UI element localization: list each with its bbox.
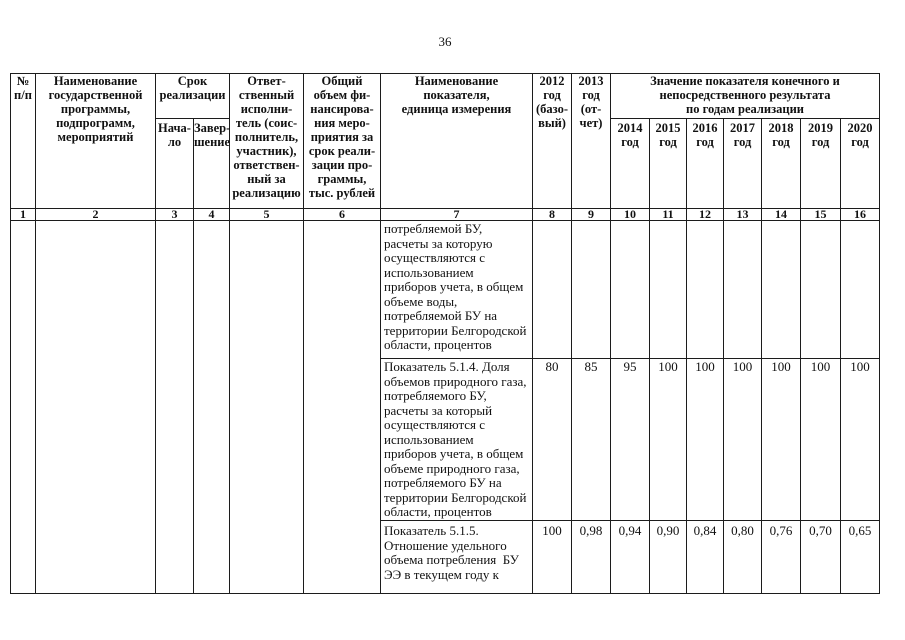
value-cell: 0,84 <box>687 521 724 594</box>
column-number-cell: 15 <box>801 209 841 221</box>
value-cell: 0,80 <box>724 521 762 594</box>
column-number-cell: 6 <box>304 209 381 221</box>
value-cell: 80 <box>533 359 572 521</box>
value-cell <box>533 221 572 359</box>
header-executor-cell: Ответ- ственный исполни- тель (соис- полнитель, участник), ответствен- ный за реализацию <box>230 74 304 209</box>
column-number-cell: 5 <box>230 209 304 221</box>
value-cell <box>801 221 841 359</box>
indicator-cell: потребляемой БУ, расчеты за которую осуществляются с использованием приборов учета, в общем объеме воды, потребляемой БУ на территории Белгородской области, процентов <box>381 221 533 359</box>
value-cell: 95 <box>611 359 650 521</box>
column-number-cell: 2 <box>36 209 156 221</box>
header-year-cell: 2020 год <box>841 119 880 209</box>
column-number-cell: 8 <box>533 209 572 221</box>
body-term-end-cell <box>194 221 230 594</box>
body-num-cell <box>11 221 36 594</box>
value-cell: 100 <box>650 359 687 521</box>
value-cell <box>611 221 650 359</box>
header-indicator-cell: Наименование показателя, единица измерения <box>381 74 533 209</box>
value-cell <box>572 221 611 359</box>
header-report-year-cell: 2013 год (от- чет) <box>572 74 611 209</box>
body-funding-cell <box>304 221 381 594</box>
header-year-cell: 2019 год <box>801 119 841 209</box>
value-cell: 100 <box>724 359 762 521</box>
column-number-cell: 11 <box>650 209 687 221</box>
value-cell: 100 <box>762 359 801 521</box>
value-cell: 0,76 <box>762 521 801 594</box>
header-term-cell: Срок реализации <box>156 74 230 119</box>
value-cell: 0,70 <box>801 521 841 594</box>
header-name-cell: Наименование государственной программы, подпрограмм, мероприятий <box>36 74 156 209</box>
column-number-cell: 13 <box>724 209 762 221</box>
value-cell: 100 <box>841 359 880 521</box>
value-cell: 0,65 <box>841 521 880 594</box>
column-number-cell: 1 <box>11 209 36 221</box>
column-number-cell: 10 <box>611 209 650 221</box>
value-cell <box>762 221 801 359</box>
column-number-cell: 14 <box>762 209 801 221</box>
indicator-cell: Показатель 5.1.4. Доля объемов природного газа, потребляемого БУ, расчеты за который осуществляются с использованием приборов учета, в общем объеме природного газа, потребляемого БУ на территории Белгородской области, процентов <box>381 359 533 521</box>
indicator-row <box>11 221 880 359</box>
header-base-year-cell: 2012 год (базо- вый) <box>533 74 572 209</box>
column-number-cell: 12 <box>687 209 724 221</box>
value-cell: 0,94 <box>611 521 650 594</box>
value-cell <box>724 221 762 359</box>
column-number-cell: 9 <box>572 209 611 221</box>
value-cell <box>841 221 880 359</box>
body-name-cell <box>36 221 156 594</box>
header-year-cell: 2014 год <box>611 119 650 209</box>
value-cell <box>687 221 724 359</box>
header-num-cell: № п/п <box>11 74 36 209</box>
body-executor-cell <box>230 221 304 594</box>
value-cell: 85 <box>572 359 611 521</box>
column-number-cell: 16 <box>841 209 880 221</box>
header-year-cell: 2016 год <box>687 119 724 209</box>
value-cell: 100 <box>533 521 572 594</box>
column-number-cell: 7 <box>381 209 533 221</box>
header-year-cell: 2017 год <box>724 119 762 209</box>
column-numbers-row <box>11 209 880 221</box>
page-number: 36 <box>438 34 452 49</box>
value-cell: 100 <box>801 359 841 521</box>
indicator-cell: Показатель 5.1.5. Отношение удельного объема потребления БУ ЭЭ в текущем году к <box>381 521 533 594</box>
header-results-group-cell: Значение показателя конечного и непосредственного результата по годам реализации <box>611 74 880 119</box>
body-term-start-cell <box>156 221 194 594</box>
value-cell <box>650 221 687 359</box>
value-cell: 100 <box>687 359 724 521</box>
indicators-table <box>10 73 880 594</box>
header-term-start-cell: Нача- ло <box>156 119 194 209</box>
header-year-cell: 2015 год <box>650 119 687 209</box>
column-number-cell: 4 <box>194 209 230 221</box>
header-row-top <box>11 74 880 119</box>
column-number-cell: 3 <box>156 209 194 221</box>
header-term-end-cell: Завер- шение <box>194 119 230 209</box>
header-year-cell: 2018 год <box>762 119 801 209</box>
header-funding-cell: Общий объем фи- нансирова- ния меро- приятия за срок реали- зации про- граммы, тыс. рублей <box>304 74 381 209</box>
value-cell: 0,90 <box>650 521 687 594</box>
value-cell: 0,98 <box>572 521 611 594</box>
